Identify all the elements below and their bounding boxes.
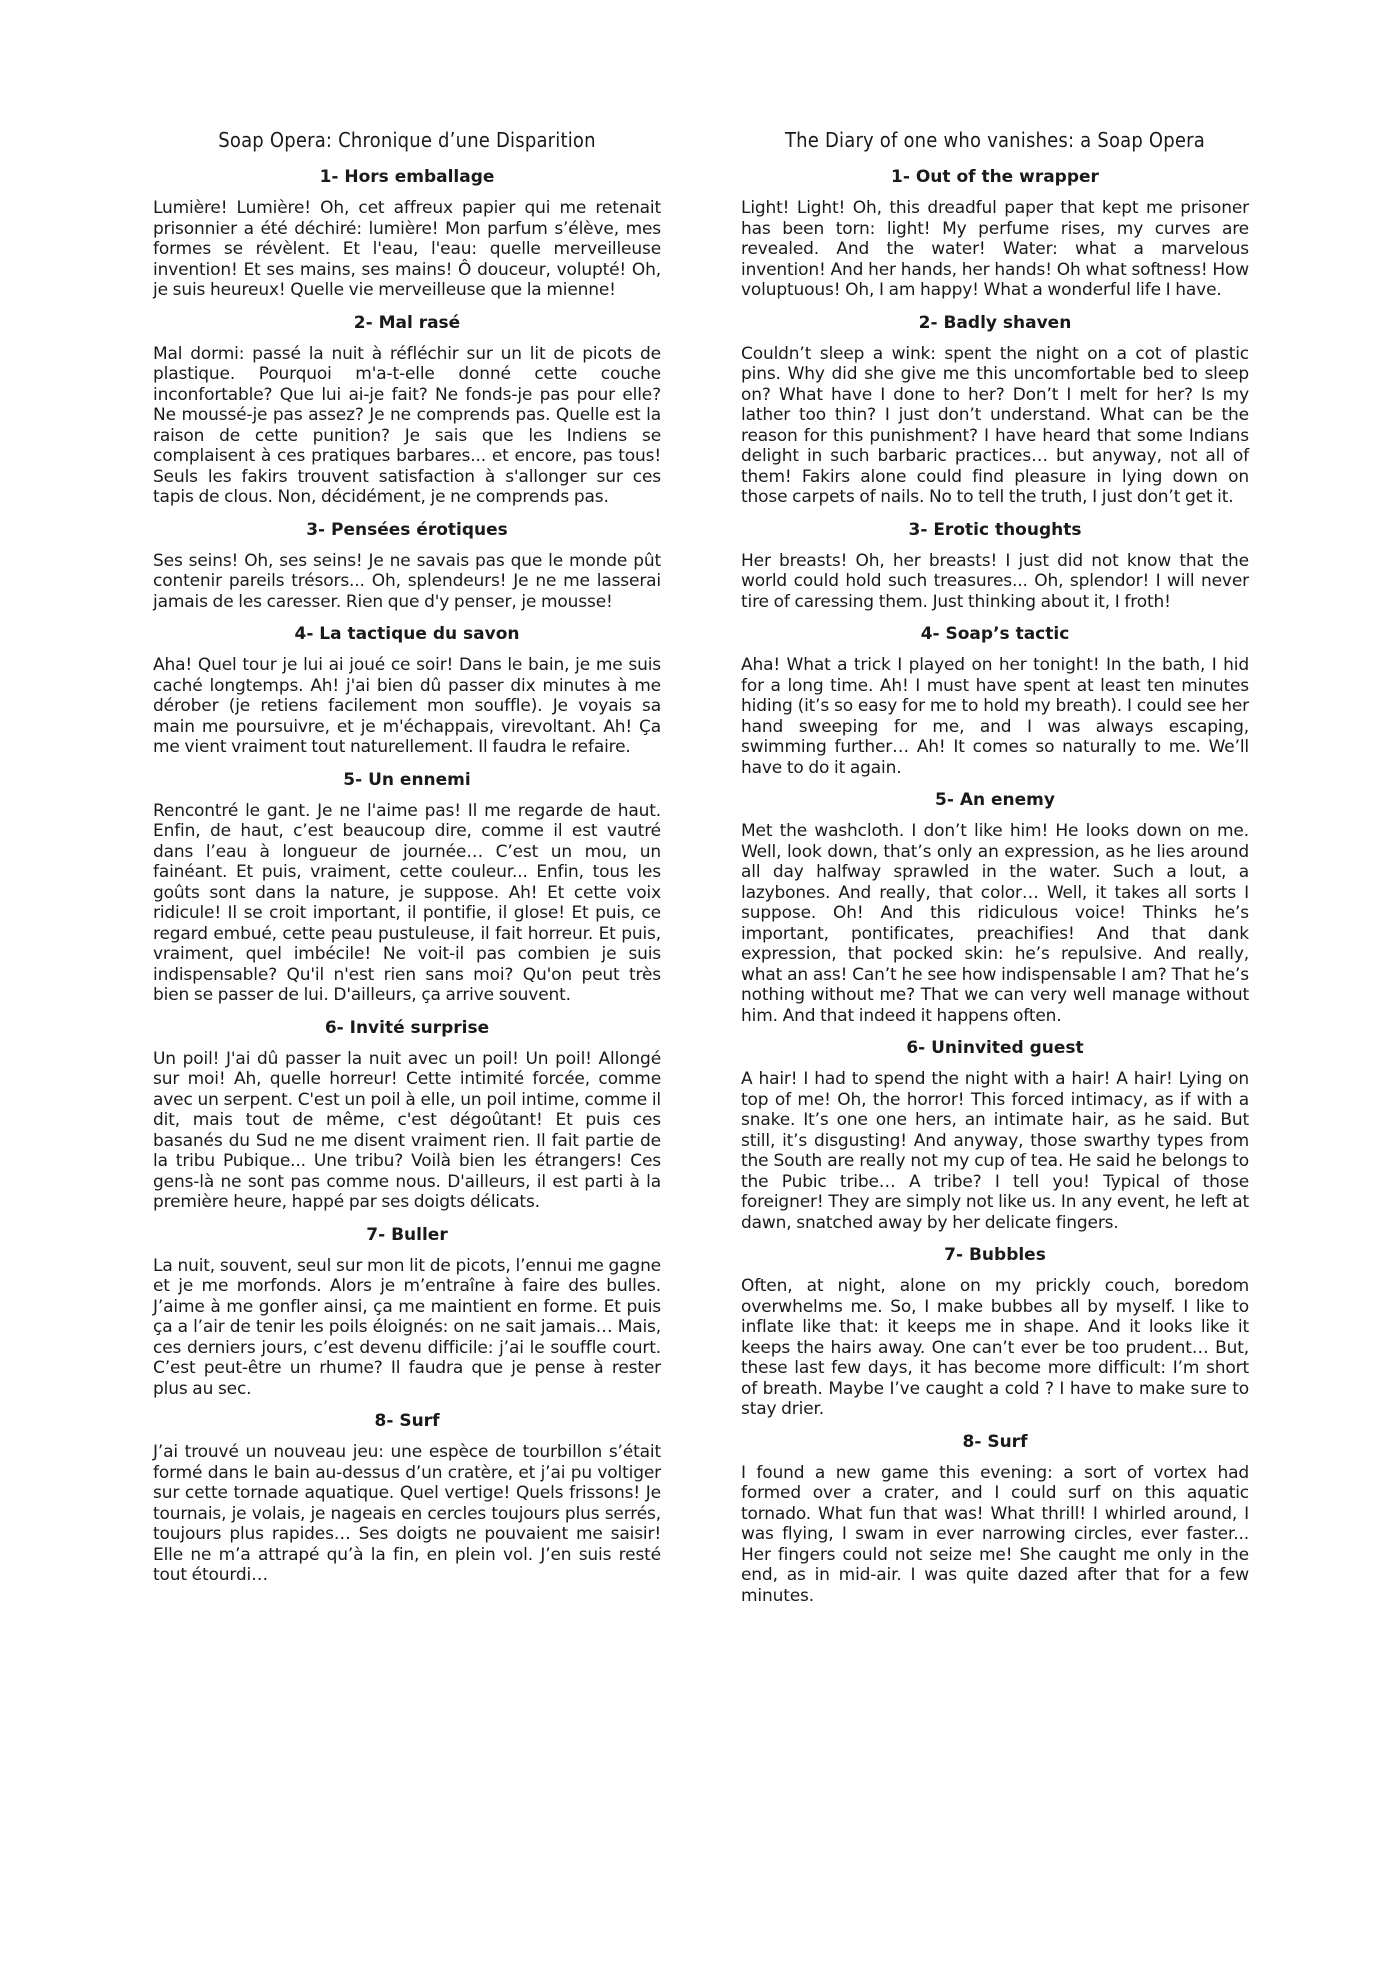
- french-chapter-8-text: J’ai trouvé un nouveau jeu: une espèce de tourbillon s’était formé dans le bain au-dessus d’un cratère, et j’ai pu voltiger sur cette tornade aquatique. Quel vertige! Quels frissons! Je tournais, je volais, je nageais en cercles toujours plus serrés, toujours plus rapides… Ses doigts ne pouvaient me saisir! Elle ne m’a attrapé qu’à la fin, en plein vol. J’en suis resté tout étourdi…: [153, 1442, 661, 1585]
- french-chapter-1-text: Lumière! Lumière! Oh, cet affreux papier qui me retenait prisonnier a été déchiré: lumière! Mon parfum s’élève, mes formes se révèlent. Et l'eau, l'eau: quelle merveilleuse invention! Et ses mains, ses mains! Ô douceur, volupté! Oh, je suis heureux! Quelle vie merveilleuse que la mienne!: [153, 198, 661, 300]
- english-chapter-8-heading: 8- Surf: [962, 1431, 1028, 1452]
- french-title: Soap Opera: Chronique d’une Disparition: [218, 128, 596, 152]
- english-chapter-7-text: Often, at night, alone on my prickly couch, boredom overwhelms me. So, I make bubbes all by myself. I like to inflate like that: it keeps me in shape. And it looks like it keeps the hairs away. One can’t ever be too prudent… But, these last few days, it has become more difficult: I’m short of breath. Maybe I’ve caught a cold ? I have to make sure to stay drier.: [741, 1276, 1249, 1419]
- french-chapter-4-heading: 4- La tactique du savon: [294, 624, 520, 644]
- english-chapter-1-heading: 1- Out of the wrapper: [891, 167, 1099, 187]
- english-title: The Diary of one who vanishes: a Soap Opera: [785, 128, 1205, 152]
- english-chapter-3-text: Her breasts! Oh, her breasts! I just did not know that the world could hold such treasures... Oh, splendor! I will never tire of caressing them. Just thinking about it, I froth!: [741, 550, 1249, 612]
- english-chapter-2-heading: 2- Badly shaven: [918, 312, 1072, 333]
- english-column: [741, 128, 1249, 1617]
- english-chapter-8-text: I found a new game this evening: a sort of vortex had formed over a crater, and I could surf on this aquatic tornado. What fun that was! What thrill! I whirled around, I was flying, I swam in ever narrowing circles, ever faster... Her fingers could not seize me! She caught me only in the end, as in mid-air. I was quite dazed after that for a few minutes.: [741, 1462, 1249, 1606]
- french-chapter-7-text: La nuit, souvent, seul sur mon lit de picots, l’ennui me gagne et je me morfonds. Alors je m’entraîne à faire des bulles. J’aime à me gonfler ainsi, ça me maintient en forme. Et puis ça a l’air de tenir les poils éloignés: on ne sait jamais… Mais, ces derniers jours, c’est devenu difficile: j’ai le souffle court. C’est peut-être un rhume? Il faudra que je pense à rester plus au sec.: [153, 1255, 661, 1399]
- french-chapter-2-text: Mal dormi: passé la nuit à réfléchir sur un lit de picots de plastique. Pourquoi m'a-t-elle donné cette couche inconfortable? Que lui ai-je fait? Ne fonds-je pas pour elle? Ne moussé-je pas assez? Je ne comprends pas. Quelle est la raison de cette punition? Je sais que les Indiens se complaisent à ces pratiques barbares... et encore, pas tous! Seuls les fakirs trouvent satisfaction à s'allonger sur ces tapis de clous. Non, décidément, je ne comprends pas.: [153, 343, 661, 507]
- french-chapter-5-heading: 5- Un ennemi: [343, 769, 471, 790]
- english-chapter-2-text: Couldn’t sleep a wink: spent the night on a cot of plastic pins. Why did she give me this uncomfortable bed to sleep on? What have I done to her? Don’t I melt for her? Is my lather too thin? I just don’t understand. What can be the reason for this punishment? I have heard that some Indians delight in such barbaric practices… but anyway, not all of them! Fakirs alone could find pleasure in lying down on those carpets of nails. No to tell the truth, I just don’t get it.: [741, 343, 1249, 507]
- english-chapter-7-heading: 7- Bubbles: [944, 1245, 1046, 1265]
- french-chapter-3-text: Ses seins! Oh, ses seins! Je ne savais pas que le monde pût contenir pareils trésors... Oh, splendeurs! Je ne me lasserai jamais de les caresser. Rien que d'y penser, je mousse!: [153, 550, 661, 612]
- french-chapter-2-heading: 2- Mal rasé: [353, 312, 461, 333]
- english-chapter-5-text: Met the washcloth. I don’t like him! He looks down on me. Well, look down, that’s only an expression, as he lies around all day halfway sprawled in the water. Such a lout, a lazybones. And really, that color… Well, it takes all sorts I suppose. Oh! And this ridiculous voice! Thinks he’s important, pontificates, preachifies! And that dank expression, that pocked skin: he’s repulsive. And really, what an ass! Can’t he see how indispensable I am? That he’s nothing without me? That we can very well manage without him. And that indeed it happens often.: [741, 821, 1249, 1026]
- french-column: [153, 128, 661, 1597]
- french-chapter-3-heading: 3- Pensées érotiques: [306, 519, 508, 540]
- french-chapter-7-heading: 7- Buller: [366, 1224, 448, 1245]
- french-chapter-8-heading: 8- Surf: [374, 1411, 440, 1431]
- english-chapter-5-heading: 5- An enemy: [935, 790, 1055, 810]
- english-chapter-3-heading: 3- Erotic thoughts: [908, 519, 1082, 540]
- french-chapter-6-text: Un poil! J'ai dû passer la nuit avec un poil! Un poil! Allongé sur moi! Ah, quelle horreur! Cette intimité forcée, comme avec un serpent. C'est un poil à elle, un poil intime, comme il dit, mais tout de même, c'est dégoûtant! Et puis ces basanés du Sud ne me disent vraiment rien. Il fait partie de la tribu Pubique... Une tribu? Voilà bien les étrangers! Ces gens-là ne sont pas comme nous. D'ailleurs, il est parti à la première heure, happé par ses doigts délicats.: [153, 1048, 661, 1212]
- english-chapter-4-heading: 4- Soap’s tactic: [920, 624, 1070, 644]
- english-chapter-6-heading: 6- Uninvited guest: [906, 1038, 1084, 1058]
- english-chapter-6-text: A hair! I had to spend the night with a hair! A hair! Lying on top of me! Oh, the horror! This forced intimacy, as if with a snake. It’s one one hers, an intimate hair, as he said. But still, it’s disgusting! And anyway, those swarthy types from the South are really not my cup of tea. He said he belongs to the Pubic tribe… A tribe? I tell you! Typical of those foreigner! They are simply not like us. In any event, he left at dawn, snatched away by her delicate fingers.: [741, 1069, 1249, 1233]
- english-chapter-1-text: Light! Light! Oh, this dreadful paper that kept me prisoner has been torn: light! My perfume rises, my curves are revealed. And the water! Water: what a marvelous invention! And her hands, her hands! Oh what softness! How voluptuous! Oh, I am happy! What a wonderful life I have.: [741, 198, 1249, 300]
- english-chapter-4-text: Aha! What a trick I played on her tonight! In the bath, I hid for a long time. Ah! I must have spent at least ten minutes hiding (it’s so easy for me to hold my breath). I could see her hand sweeping for me, and I was always escaping, swimming further… Ah! It comes so naturally to me. We’ll have to do it again.: [741, 655, 1249, 778]
- french-chapter-5-text: Rencontré le gant. Je ne l'aime pas! Il me regarde de haut. Enfin, de haut, c’est beaucoup dire, comme il est vautré dans l’eau à longueur de journée… C’est un mou, un fainéant. Et puis, vraiment, cette couleur... Enfin, tous les goûts sont dans la nature, je suppose. Ah! Et cette voix ridicule! Il se croit important, il pontifie, il glose! Et puis, ce regard embué, cette peau pustuleuse, il fait horreur. Et puis, vraiment, quel imbécile! Ne voit-il pas combien je suis indispensable? Qu'il n'est rien sans moi? Qu'on peut très bien se passer de lui. D'ailleurs, ça arrive souvent.: [153, 800, 661, 1005]
- french-chapter-6-heading: 6- Invité surprise: [324, 1017, 490, 1038]
- french-chapter-4-text: Aha! Quel tour je lui ai joué ce soir! Dans le bain, je me suis caché longtemps. Ah! j'ai bien dû passer dix minutes à me dérober (je retiens facilement mon souffle). Je voyais sa main me poursuivre, et je m'échappais, virevoltant. Ah! Ça me vient vraiment tout naturellement. Il faudra le refaire.: [153, 655, 661, 757]
- french-chapter-1-heading: 1- Hors emballage: [319, 167, 495, 187]
